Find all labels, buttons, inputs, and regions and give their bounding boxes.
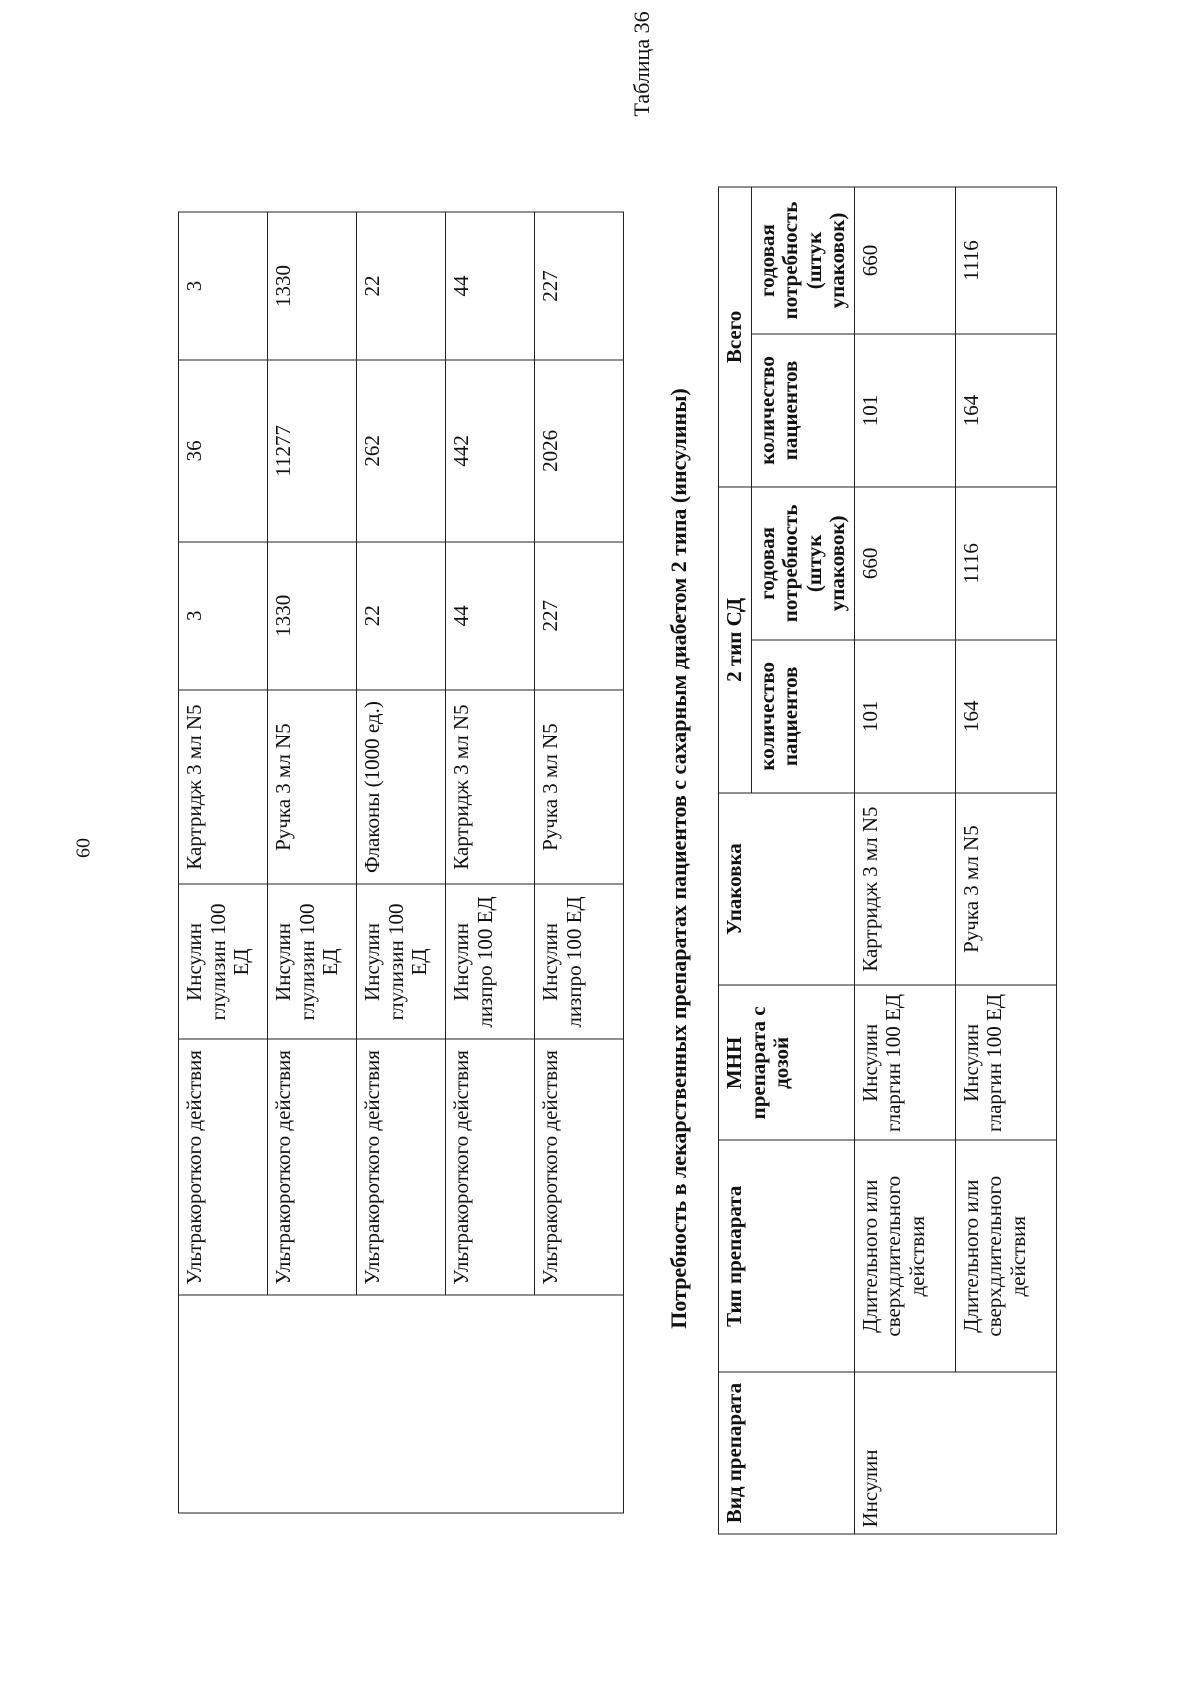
header-group-sd2: 2 тип СД [719, 487, 752, 793]
value-cell: 22 [357, 542, 446, 690]
package-cell: Картридж 3 мл N5 [446, 690, 535, 885]
value-cell: 3 [179, 542, 268, 690]
header-patients: количество пациентов [751, 640, 854, 793]
mnn-cell: Инсулин гларгин 100 ЕД [955, 985, 1056, 1140]
package-cell: Флаконы (1000 ед.) [357, 690, 446, 885]
table-row [854, 187, 955, 1534]
drug-kind-cell: Инсулин [854, 1372, 1056, 1534]
value-cell: 44 [446, 542, 535, 690]
header-tip: Тип препарата [719, 1140, 855, 1372]
value-cell: 22 [357, 212, 446, 360]
package-cell: Ручка 3 мл N5 [535, 690, 624, 885]
package-cell: Картридж 3 мл N5 [179, 690, 268, 885]
value-cell: 2026 [535, 360, 624, 542]
value-cell: 1330 [268, 542, 357, 690]
value-cell: 1116 [955, 187, 1056, 334]
mnn-cell: Инсулин глулизин 100 ЕД [268, 885, 357, 1040]
header-pack: Упаковка [719, 793, 855, 986]
header-annual: годовая потребность (штук упаковок) [751, 487, 854, 640]
value-cell: 660 [854, 187, 955, 334]
header-group-total: Всего [719, 187, 752, 487]
mnn-cell: Инсулин лизпро 100 ЕД [535, 885, 624, 1040]
value-cell: 164 [955, 640, 1056, 793]
value-cell: 44 [446, 212, 535, 360]
drug-type-cell: Ультракороткого действия [268, 1039, 357, 1295]
mnn-cell: Инсулин гларгин 100 ЕД [854, 985, 955, 1140]
drug-type-cell: Ультракороткого действия [446, 1039, 535, 1295]
table-36 [718, 187, 1057, 1535]
header-mnn: МНН препарата с дозой [719, 985, 855, 1140]
table-row [179, 212, 268, 1513]
page-number: 60 [72, 838, 95, 858]
mnn-cell: Инсулин глулизин 100 ЕД [357, 885, 446, 1040]
drug-type-cell: Длительного или сверхдлительного действия [854, 1140, 955, 1372]
value-cell: 660 [854, 487, 955, 640]
value-cell: 1116 [955, 487, 1056, 640]
value-cell: 101 [854, 640, 955, 793]
value-cell: 3 [179, 212, 268, 360]
header-annual: годовая потребность (штук упаковок) [751, 187, 854, 334]
value-cell: 227 [535, 542, 624, 690]
drug-type-cell: Ультракороткого действия [357, 1039, 446, 1295]
drug-type-cell: Ультракороткого действия [179, 1039, 268, 1295]
value-cell: 101 [854, 334, 955, 487]
drug-type-cell: Длительного или сверхдлительного действия [955, 1140, 1056, 1372]
package-cell: Ручка 3 мл N5 [955, 793, 1056, 986]
value-cell: 164 [955, 334, 1056, 487]
continued-table [178, 212, 624, 1514]
value-cell: 11277 [268, 360, 357, 542]
value-cell: 442 [446, 360, 535, 542]
value-cell: 36 [179, 360, 268, 542]
mnn-cell: Инсулин глулизин 100 ЕД [179, 885, 268, 1040]
table-title: Потребность в лекарственных препаратах пациентов с сахарным диабетом 2 типа (инсулины) [666, 388, 691, 1329]
header-row [719, 187, 752, 1534]
package-cell: Картридж 3 мл N5 [854, 793, 955, 986]
table-row [955, 187, 1056, 1534]
mnn-cell: Инсулин лизпро 100 ЕД [446, 885, 535, 1040]
drug-type-cell: Ультракороткого действия [535, 1039, 624, 1295]
drug-kind-cell [179, 1295, 624, 1513]
value-cell: 262 [357, 360, 446, 542]
table-caption: Таблица 36 [629, 11, 654, 117]
value-cell: 1330 [268, 212, 357, 360]
value-cell: 227 [535, 212, 624, 360]
header-vid: Вид препарата [719, 1372, 855, 1534]
header-patients: количество пациентов [751, 334, 854, 487]
package-cell: Ручка 3 мл N5 [268, 690, 357, 885]
